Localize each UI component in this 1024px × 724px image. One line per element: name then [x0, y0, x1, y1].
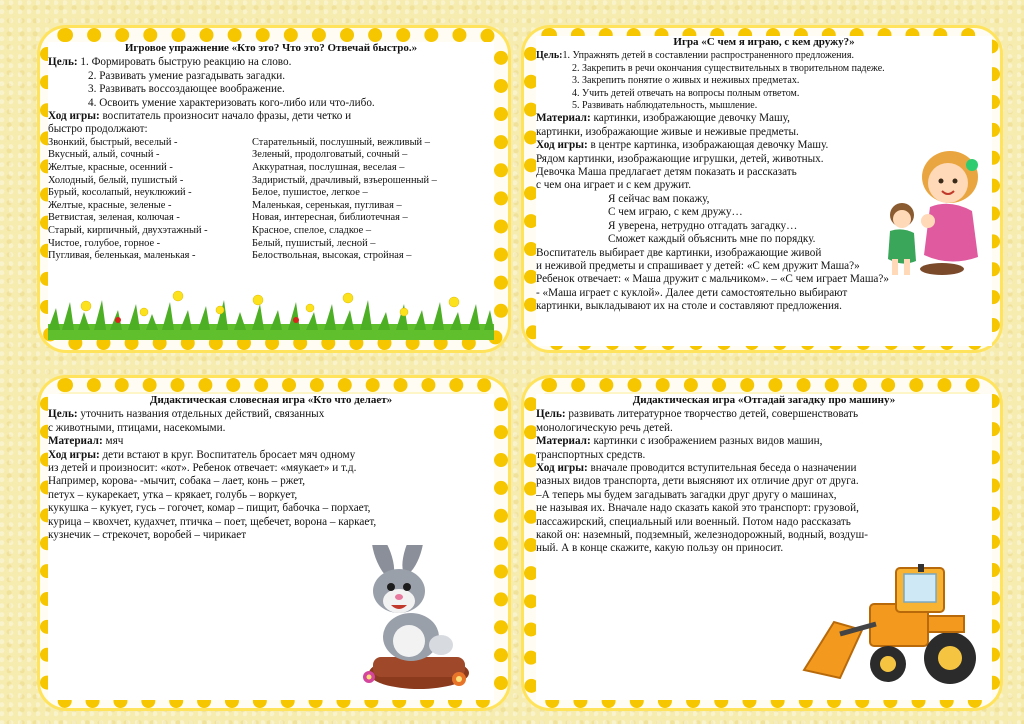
- card1-row: [48, 212, 494, 225]
- card2-verse-1: Я сейчас вам покажу,: [608, 192, 710, 205]
- grass-flowers-illustration: [48, 290, 494, 340]
- card4-goal-1: развивать литературное творчество детей, совершенствовать: [565, 408, 859, 421]
- card2-goal-label: Цель:: [536, 50, 563, 62]
- card4-line: разных видов транспорта, дети выясняют их отличие друг от друга.: [536, 475, 859, 488]
- card4-goal-label: Цель:: [536, 408, 566, 421]
- card1-row: [48, 200, 494, 213]
- card1-row-left: Желтые, красные, осенний -: [48, 162, 173, 174]
- card3-title: Дидактическая словесная игра «Кто что делает»: [149, 394, 393, 406]
- card2-verse-4: Сможет каждый объяснить мне по порядку.: [608, 233, 816, 246]
- card1-row-left: Холодный, белый, пушистый -: [48, 174, 184, 186]
- card1-row: [48, 225, 494, 238]
- card1-row-right: Старательный, послушный, вежливый –: [252, 136, 430, 148]
- card1-row-right: Зеленый, продолговатый, сочный –: [252, 149, 408, 161]
- card1-row-right: Красное, спелое, сладкое –: [252, 225, 372, 236]
- card4-material-label: Материал:: [536, 435, 591, 448]
- card4-title: Дидактическая игра «Отгадай загадку про машину»: [632, 394, 896, 406]
- card3-line: Например, корова- -мычит, собака – лает, конь – ржет,: [48, 475, 306, 488]
- card2-course-3: Девочка Маша предлагает детям показать и рассказать: [536, 166, 797, 179]
- card4-material-2: транспортных средств.: [536, 448, 646, 461]
- card3-line: кузнечик – стрекочет, воробей – чирикает: [48, 529, 247, 542]
- card3-material-label: Материал:: [48, 435, 103, 448]
- card1-row-right: Новая, интересная, библиотечная –: [252, 212, 408, 224]
- card1-course-label: Ход игры:: [48, 110, 100, 123]
- card1-row-right: Белый, пушистый, лесной –: [252, 237, 376, 249]
- card2-end-4: - «Маша играет с куклой». Далее дети самостоятельно выбирают: [536, 286, 848, 299]
- card1-goal-label: Цель:: [48, 56, 78, 69]
- card3-line: курица – квохчет, кудахчет, птичка – поет, щебечет, ворона – каркает,: [48, 515, 377, 528]
- card2-course-1: в центре картинка, изображающая девочку Машу.: [587, 139, 829, 152]
- card2-material-1: картинки, изображающие девочку Машу,: [590, 112, 790, 125]
- card1-row-left: Вкусный, алый, сочный -: [48, 149, 160, 161]
- card1-row-left: Чистое, голубое, горное -: [48, 237, 161, 249]
- card1-goal-3: 3. Развивать воссоздающее воображение.: [88, 83, 285, 96]
- card4-course-label: Ход игры:: [536, 462, 588, 475]
- card1-row-right: Аккуратная, послушная, веселая –: [252, 162, 405, 174]
- card2-course-4: с чем она играет и с кем дружит.: [536, 179, 692, 192]
- card1-row-right: Маленькая, серенькая, пугливая –: [252, 199, 402, 211]
- card3-course-label: Ход игры:: [48, 448, 100, 461]
- card3-line: петух – кукарекает, утка – крякает, голубь – воркует,: [48, 488, 298, 501]
- card1-course-1: воспитатель произносит начало фразы, дети четко и: [99, 110, 352, 123]
- card2-end-2: и неживой предметы и спрашивает у детей: «С кем дружит Маша?»: [536, 259, 860, 272]
- card1-row-right: Задиристый, драчливый, взъерошенный –: [252, 174, 437, 186]
- card1-row: [48, 137, 494, 150]
- card1-title: Игровое упражнение «Кто это? Что это? Отвечай быстро.»: [124, 42, 418, 54]
- card1-row-left: Желтые, красные, зеленые -: [48, 199, 172, 211]
- card2-verse-2: С чем играю, с кем дружу…: [608, 206, 743, 219]
- card2-goal-1: 1. Упражнять детей в составлении распространенного предложения.: [562, 50, 854, 62]
- card2-course-2: Рядом картинки, изображающие игрушки, детей, животных.: [536, 152, 824, 165]
- rabbit-illustration: [355, 545, 485, 695]
- card1-row-right: Белоствольная, высокая, стройная –: [252, 250, 412, 262]
- card3-line: дети встают в круг. Воспитатель бросает мяч одному: [99, 448, 356, 461]
- card4-line: –А теперь мы будем загадывать загадки друг другу о машинах,: [536, 488, 837, 501]
- card1-row-left: Звонкий, быстрый, веселый -: [48, 136, 178, 148]
- card1-row: [48, 250, 494, 263]
- card3-goal-2: с животными, птицами, насекомыми.: [48, 421, 226, 434]
- card2-goal-5: 5. Развивать наблюдательность, мышление.: [572, 100, 758, 112]
- card4-material-1: картинки с изображением разных видов машин,: [590, 435, 823, 448]
- card1-row-right: Белое, пушистое, легкое –: [252, 187, 368, 199]
- card1-row-left: Ветвистая, зеленая, колючая -: [48, 212, 180, 224]
- card1-row: [48, 187, 494, 200]
- card2-end-1: Воспитатель выбирает две картинки, изображающие живой: [536, 246, 822, 259]
- card1-row: [48, 149, 494, 162]
- card3-goal-label: Цель:: [48, 408, 78, 421]
- card2-verse-3: Я уверена, нетрудно отгадать загадку…: [608, 219, 798, 232]
- card2-goal-3: 3. Закрепить понятие о живых и неживых предметах.: [572, 75, 800, 87]
- card2-material-2: картинки, изображающие живые и неживые предметы.: [536, 125, 799, 138]
- card3-line: из детей и произносит: «кот». Ребенок отвечает: «мяукает» и т.д.: [48, 462, 357, 475]
- card1-course-2: быстро продолжают:: [48, 123, 148, 136]
- card2-end-5: картинки, выкладывают их на столе и составляют предложения.: [536, 300, 842, 313]
- card1-row-left: Пугливая, беленькая, маленькая -: [48, 250, 196, 262]
- card1-row-left: Бурый, косолапый, неуклюжий -: [48, 187, 192, 199]
- card2-title: Игра «С чем я играю, с кем дружу?»: [673, 36, 855, 48]
- card1-row: [48, 162, 494, 175]
- card1-row: [48, 238, 494, 251]
- card3-line: кукушка – кукует, гусь – гогочет, комар – пищит, бабочка – порхает,: [48, 502, 371, 515]
- girls-with-doll-illustration: [880, 145, 990, 285]
- card3-material: мяч: [102, 435, 124, 448]
- card2-material-label: Материал:: [536, 112, 591, 125]
- card4-line: ный. А в конце скажите, какую пользу он приносит.: [536, 542, 784, 555]
- card1-row-left: Старый, кирпичный, двухэтажный -: [48, 225, 208, 236]
- card2-goal-4: 4. Учить детей отвечать на вопросы полным ответом.: [572, 87, 800, 99]
- card4-line: какой он: наземный, подземный, железнодорожный, водный, воздуш-: [536, 529, 868, 542]
- card4-line: не называя их. Вначале надо сказать какой это транспорт: грузовой,: [536, 502, 859, 515]
- card2-goal-2: 2. Закрепить в речи окончания существительных в творительном падеже.: [572, 62, 885, 74]
- card1-goal-1: 1. Формировать быструю реакцию на слово.: [77, 56, 292, 69]
- card1-goal-2: 2. Развивать умение разгадывать загадки.: [88, 69, 286, 82]
- card4-line: вначале проводится вступительная беседа о назначении: [587, 462, 857, 475]
- card4-line: пассажирский, специальный или военный. Потом надо рассказать: [536, 515, 851, 528]
- card3-goal-1: уточнить названия отдельных действий, связанных: [77, 408, 325, 421]
- card4-goal-2: монологическую речь детей.: [536, 421, 673, 434]
- card1-row: [48, 175, 494, 188]
- tractor-illustration: [800, 560, 980, 690]
- card2-end-3: Ребенок отвечает: « Маша дружит с мальчиком». – «С чем играет Маша?»: [536, 273, 889, 286]
- card1-goal-4: 4. Освоить умение характеризовать кого-либо или что-либо.: [88, 96, 375, 109]
- card2-course-label: Ход игры:: [536, 139, 588, 152]
